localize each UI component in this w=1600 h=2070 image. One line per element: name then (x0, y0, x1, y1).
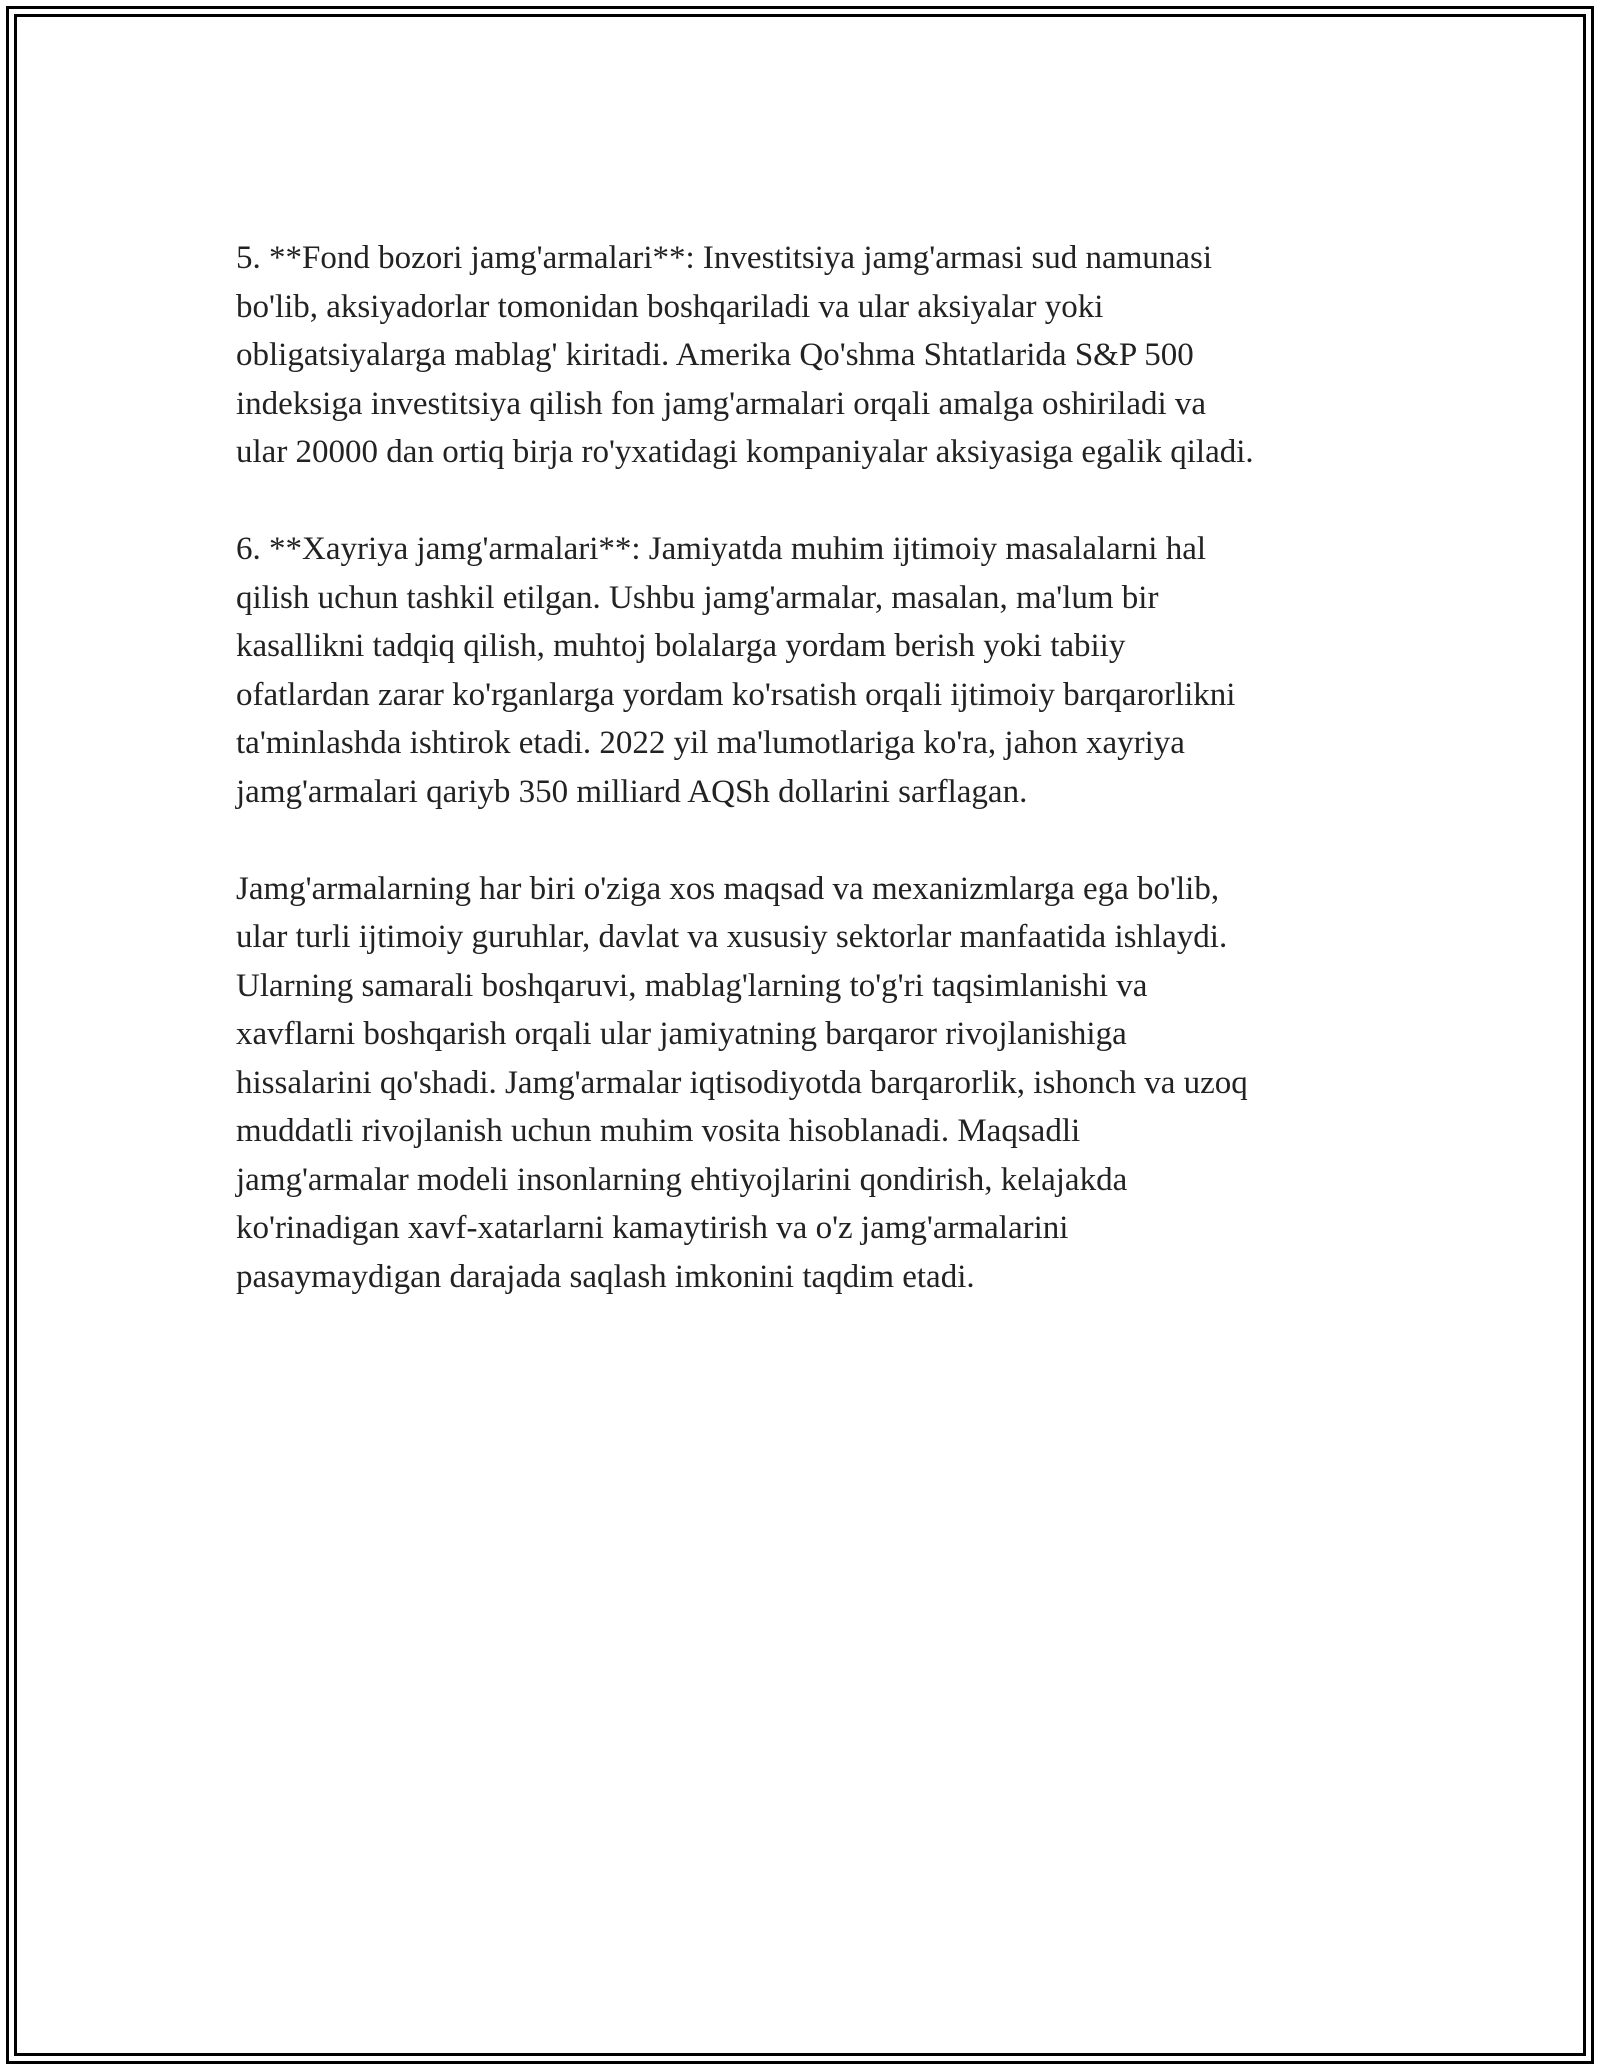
paragraph-fond-bozori (236, 234, 1386, 477)
text-line: ular 20000 dan ortiq birja ro'yxatidagi kompaniyalar aksiyasiga egalik qiladi. (236, 434, 1254, 470)
text-line: obligatsiyalarga mablag' kiritadi. Amerika Qo'shma Shtatlarida S&P 500 (236, 337, 1194, 373)
text-line: qilish uchun tashkil etilgan. Ushbu jamg'armalar, masalan, ma'lum bir (236, 579, 1159, 616)
text-line: 6. **Xayriya jamg'armalari**: Jamiyatda muhim ijtimoiy masalalarni hal (236, 531, 1207, 567)
text-line: ta'minlashda ishtirok etadi. 2022 yil ma'lumotlariga ko'ra, jahon xayriya (236, 725, 1185, 761)
text-line: ular turli ijtimoiy guruhlar, davlat va xususiy sektorlar manfaatida ishlaydi. (236, 919, 1228, 955)
text-line: pasaymaydigan darajada saqlash imkonini taqdim etadi. (236, 1258, 975, 1295)
document-body (236, 234, 1386, 1301)
text-line: kasallikni tadqiq qilish, muhtoj bolalarga yordam berish yoki tabiiy (236, 628, 1126, 664)
paragraph-xayriya (236, 525, 1386, 816)
text-line: 5. **Fond bozori jamg'armalari**: Investitsiya jamg'armasi sud namunasi (236, 240, 1213, 276)
text-line: hissalarini qo'shadi. Jamg'armalar iqtisodiyotda barqarorlik, ishonch va uzoq (236, 1064, 1248, 1101)
text-line: ko'rinadigan xavf-xatarlarni kamaytirish va o'z jamg'armalarini (236, 1210, 1069, 1246)
text-line: xavflarni boshqarish orqali ular jamiyatning barqaror rivojlanishiga (236, 1016, 1127, 1052)
paragraph-conclusion (236, 865, 1386, 1302)
text-line: muddatli rivojlanish uchun muhim vosita hisoblanadi. Maqsadli (236, 1113, 1081, 1149)
text-line: indeksiga investitsiya qilish fon jamg'armalari orqali amalga oshiriladi va (236, 385, 1207, 422)
text-line: Ularning samarali boshqaruvi, mablag'larning to'g'ri taqsimlanishi va (236, 967, 1148, 1004)
text-line: jamg'armalari qariyb 350 milliard AQSh dollarini sarflagan. (236, 773, 1028, 810)
text-line: Jamg'armalarning har biri o'ziga xos maqsad va mexanizmlarga ega bo'lib, (236, 870, 1220, 907)
text-line: bo'lib, aksiyadorlar tomonidan boshqariladi va ular aksiyalar yoki (236, 288, 1104, 325)
text-line: ofatlardan zarar ko'rganlarga yordam ko'rsatish orqali ijtimoiy barqarorlikni (236, 676, 1236, 713)
text-line: jamg'armalar modeli insonlarning ehtiyojlarini qondirish, kelajakda (236, 1161, 1128, 1198)
